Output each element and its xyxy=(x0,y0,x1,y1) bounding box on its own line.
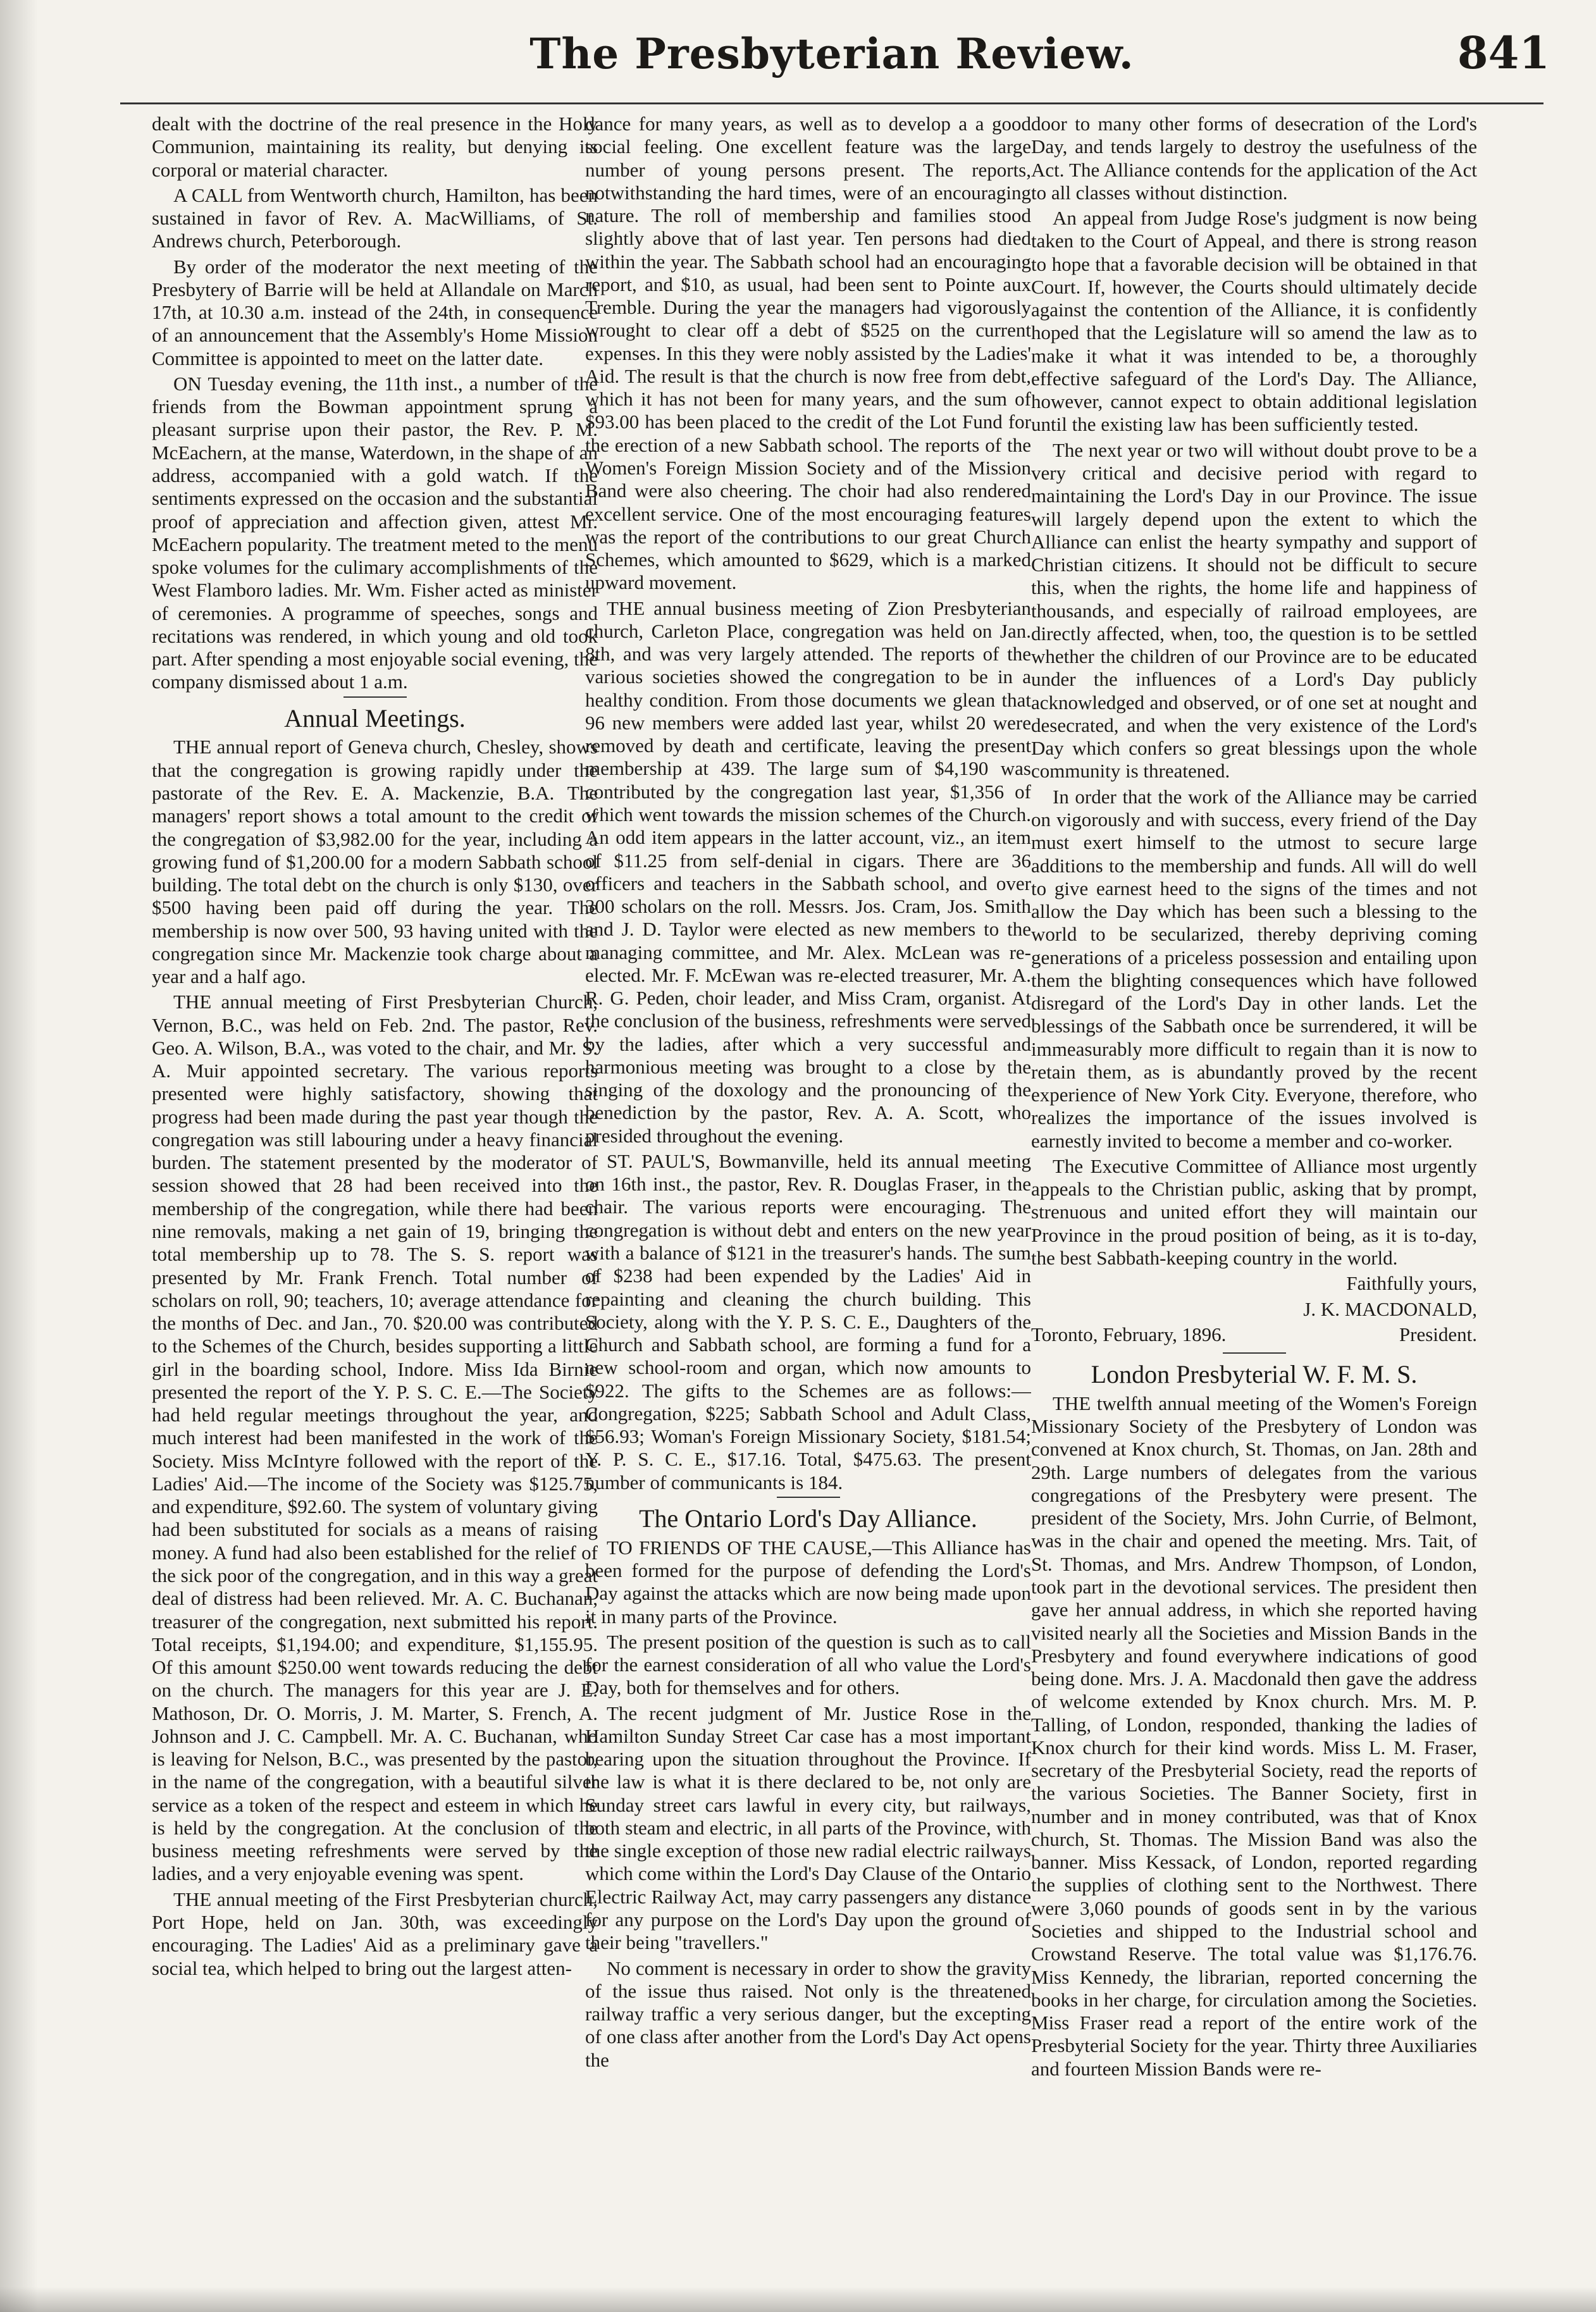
dateline-role: President. xyxy=(1399,1323,1477,1345)
paragraph: THE annual meeting of the First Presbyterian church, Port Hope, held on Jan. 30th, was exceedingly encouraging. The Ladies' Aid as a preliminary gave a social tea, which helped to bring out the largest atten- xyxy=(152,1888,598,1979)
header-rule xyxy=(120,102,1543,104)
paragraph: A CALL from Wentworth church, Hamilton, has been sustained in favor of Rev. A. MacWilliams, of St. Andrews church, Peterborough. xyxy=(152,183,598,252)
paragraph: The Executive Committee of Alliance most urgently appeals to the Christian public, asking that by prompt, strenuous and united effort they will maintain our Province in the proud position of being, as it is to-day, the best Sabbath-keeping country in the world. xyxy=(1031,1154,1477,1270)
page-edge-shadow xyxy=(0,0,38,2312)
column-1 xyxy=(152,113,598,2289)
running-head xyxy=(114,25,1550,95)
paragraph: THE annual meeting of First Presbyterian Church, Vernon, B.C., was held on Feb. 2nd. The pastor, Rev. Geo. A. Wilson, B.A., was voted to the chair, and Mr. S. A. Muir appointed secretary. The various reports presented were highly satisfactory, showing that progress had been made during the past year though the congregation was still labouring under a heavy financial burden. The statement presented by the moderator of session showed that 28 had been received into the membership of the congregation, while there had been nine removals, making a net gain of 19, bringing the total membership up to 78. The S. S. report was presented by Mr. Frank French. Total number of scholars on roll, 90; teachers, 10; average attendance for the months of Dec. and Jan., 70. $20.00 was contributed to the Schemes of the Church, besides supporting a little girl in the boarding school, Indore. Miss Ida Birnie presented the report of the Y. P. S. C. E.—The Society had held regular meetings throughout the year, and much interest had been manifested in the work of the Society. Miss McIntyre followed with the report of the Ladies' Aid.—The income of the Society was $125.75, and expenditure, $92.60. The system of voluntary giving had been substituted for socials as a means of raising money. A fund had also been established for the relief of the sick poor of the congregation, and in this way a great deal of distress had been relieved. Mr. A. C. Buchanan, treasurer of the congregation, next submitted his report. Total receipts, $1,194.00; and expenditure, $1,155.95. Of this amount $250.00 went towards reducing the debt on the church. The managers for this year are J. E. Mathoson, Dr. O. Morris, J. M. Marter, S. French, A. Johnson and J. C. Campbell. Mr. A. C. Buchanan, who is leaving for Nelson, B.C., was presented by the pastor, in the name of the congregation, with a beautiful silver service as a token of the respect and esteem in which he is held by the congregation. At the conclusion of the business meeting refreshments were served by the ladies, and a very enjoyable evening was spent. xyxy=(152,991,598,1885)
paragraph: ST. PAUL'S, Bowmanville, held its annual meeting on 16th inst., the pastor, Rev. R. Douglas Fraser, in the chair. The various reports were encouraging. The congregation is without debt and enters on the new year with a balance of $121 in the treasurer's hands. The sum of $238 had been expended by the Ladies' Aid in repainting and cleaning the church building. This Society, along with the Y. P. S. C. E., Daughters of the Church and Sabbath school, are forming a fund for a new school-room and organ, which now amounts to $922. The gifts to the Schemes are as follows:—Congregation, $225; Sabbath School and Adult Class, $56.93; Woman's Foreign Missionary Society, $181.54; Y. P. S. C. E., $17.16. Total, $475.63. The present number of communicants is 184. xyxy=(585,1149,1031,1493)
paragraph: ON Tuesday evening, the 11th inst., a number of the friends from the Bowman appointment sprung a pleasant surprise upon their pastor, the Rev. P. M. McEachern, at the manse, Waterdown, in the shape of an address, accompanied with a gold watch. If the sentiments expressed on the occasion and the substantial proof of appreciation and affection given, attest Mr. McEachern popularity. The treatment meted to the menu spoke volumes for the culimary accomplishments of the West Flamboro ladies. Mr. Wm. Fisher acted as minister of ceremonies. A programme of speeches, songs and recitations was rendered, in which young and old took part. After spending a most enjoyable social evening, the company dismissed about 1 a.m. xyxy=(152,372,598,693)
column-3 xyxy=(1031,113,1477,2289)
paragraph: The next year or two will without doubt prove to be a very critical and decisive period with regard to maintaining the Lord's Day in our Province. The issue will largely depend upon the extent to which the Alliance can enlist the hearty sympathy and support of Christian citizens. It should not be difficult to secure this, when the rights, the home life and happiness of thousands, and especially of railroad employees, are directly affected, when, too, the question is to be settled whether the children of our Province are to be educated under the influences of a Lord's Day publicly acknowledged and observed, or of one set at nought and desecrated, and when the very existence of the Lord's Day which confers so great blessings upon the whole community is threatened. xyxy=(1031,438,1477,782)
paragraph: TO FRIENDS OF THE CAUSE,—This Alliance has been formed for the purpose of defending the Lord's Day against the attacks which are now being made upon it in many parts of the Province. xyxy=(585,1536,1031,1628)
dateline xyxy=(1031,1323,1477,1346)
signature-name: J. K. MACDONALD, xyxy=(1303,1297,1477,1320)
bottom-edge-shadow xyxy=(0,2287,1596,2312)
page-number: 841 xyxy=(1457,27,1550,79)
paragraph: door to many other forms of desecration of the Lord's Day, and tends largely to destroy the usefulness of the Act. The Alliance contends for the application of the Act to all classes without distinction. xyxy=(1031,113,1477,204)
paragraph: THE annual report of Geneva church, Chesley, shows that the congregation is growing rapidly under the pastorate of the Rev. E. A. Mackenzie, B.A. The managers' report shows a total amount to the credit of the congregation of $3,982.00 for the year, including a growing fund of $1,200.00 for a modern Sabbath school building. The total debt on the church is only $130, over $500 having been paid off during the year. The membership is now over 500, 93 having united with the congregation since Mr. Mackenzie took charge about a year and a half ago. xyxy=(152,736,598,988)
paragraph: THE annual business meeting of Zion Presbyterian church, Carleton Place, congregation was held on Jan. 8th, and was very largely attended. The reports of the various societies showed the congregation to be in a healthy condition. From those documents we glean that 96 new members were added last year, whilst 20 were removed by death and certificate, leaving the present membership at 439. The large sum of $4,190 was contributed by the congregation last year, $1,356 of which went towards the mission schemes of the Church. An odd item appears in the latter account, viz., an item of $11.25 from self-denial in cigars. There are 36 officers and teachers in the Sabbath school, and over 300 scholars on the roll. Messrs. Jos. Cram, Jos. Smith and J. D. Taylor were elected as new members to the managing committee, and Mr. Alex. McLean was re-elected. Mr. F. McEwan was re-elected treasurer, Mr. A. R. G. Peden, choir leader, and Miss Cram, organist. At the conclusion of the business, refreshments were served by the ladies, after which a very successful and harmonious meeting was brought to a close by the singing of the doxology and the pronouncing of the benediction by the pastor, Rev. A. A. Scott, who presided throughout the evening. xyxy=(585,597,1031,1147)
paragraph: THE twelfth annual meeting of the Women's Foreign Missionary Society of the Presbytery of London was convened at Knox church, St. Thomas, on Jan. 28th and 29th. Large numbers of delegates from the various congregations of the Presbytery were present. The president of the Society, Mrs. John Currie, of Belmont, was in the chair and opened the meeting. Mrs. Tait, of St. Thomas, and Mrs. Andrew Thompson, of London, took part in the devotional services. The president then gave her annual address, in which she reported having visited nearly all the Societies and Mission Bands in the Presbytery and found everywhere indications of good being done. Mrs. J. A. Macdonald then gave the address of welcome extended by Knox church. Mrs. M. P. Talling, of London, responded, thanking the ladies of Knox church for their kind words. Miss L. M. Fraser, secretary of the Presbyterial Society, read the reports of the various Societies. The Banner Society, first in number and in money contributed, was that of Knox church, St. Thomas. The Mission Band was also the banner. Miss Kessack, of London, reported regarding the supplies of clothing sent to the Northwest. There were 3,060 pounds of goods sent in by the various Societies and shipped to the Industrial school and Crowstand Reserve. The total value was $1,176.76. Miss Kennedy, the librarian, reported concerning the books in her charge, for circulation among the Societies. Miss Fraser read a report of the entire work of the Presbyterial Society for the year. Thirty three Auxiliaries and fourteen Mission Bands were re- xyxy=(1031,1392,1477,2080)
paragraph: dealt with the doctrine of the real presence in the Holy Communion, maintaining its reality, but denying its corporal or material character. xyxy=(152,113,598,181)
paragraph: An appeal from Judge Rose's judgment is now being taken to the Court of Appeal, and there is strong reason to hope that a favorable decision will be obtained in that Court. If, however, the Courts should ultimately decide against the contention of the Alliance, it is confidently hoped that the Legislature will so amend the law as to make it what it was intended to be, a thoroughly effective safeguard of the Lord's Day. The Alliance, however, cannot expect to obtain additional legislation until the existing law has been sufficiently tested. xyxy=(1031,207,1477,436)
paragraph: dance for many years, as well as to develop a a good social feeling. One excellent feature was the large number of young persons present. The reports, notwithstanding the hard times, were of an encouraging nature. The roll of membership and families stood slightly above that of last year. Ten persons had died within the year. The Sabbath school had an encouraging report, and $10, as usual, had been sent to Pointe aux Tremble. During the year the managers had vigorously wrought to clear off a debt of $525 on the current expenses. In this they were nobly assisted by the Ladies' Aid. The result is that the church is now free from debt, which it has not been for many years, and the sum of $93.00 has been placed to the credit of the Lot Fund for the erection of a new Sabbath school. The reports of the Women's Foreign Mission Society and of the Mission Band were also cheering. The choir had also rendered excellent service. One of the most encouraging features was the report of the contributions to our great Church Schemes, which amounted to $629, which is a marked upward movement. xyxy=(585,113,1031,594)
dateline-date: Toronto, February, 1896. xyxy=(1031,1323,1227,1345)
paragraph: No comment is necessary in order to show the gravity of the issue thus raised. Not only is the threatened railway traffic a very serious danger, but the excepting of one class after another from the Lord's Day Act opens the xyxy=(585,1957,1031,2071)
section-heading-lords-day-alliance: The Ontario Lord's Day Alliance. xyxy=(585,1497,1031,1534)
column-2 xyxy=(585,113,1031,2289)
paragraph: By order of the moderator the next meeting of the Presbytery of Barrie will be held at Allandale on March 17th, at 10.30 a.m. instead of the 24th, in consequence of an announcement that the Assembly's Home Mission Committee is appointed to meet on the latter date. xyxy=(152,255,598,369)
section-heading-annual-meetings: Annual Meetings. xyxy=(152,696,598,734)
paragraph: The recent judgment of Mr. Justice Rose in the Hamilton Sunday Street Car case has a most important bearing upon the situation throughout the Province. If the law is what it is there declared to be, not only are Sunday street cars lawful in every city, but railways, both steam and electric, in all parts of the Province, with the single exception of those new radial electric railways which come within the Lord's Day Clause of the Ontario Electric Railway Act, may carry passengers any distance for any purpose on the Lord's Day upon the ground of their being "travellers." xyxy=(585,1702,1031,1954)
journal-title: The Presbyterian Review. xyxy=(529,29,1134,78)
section-heading-wfms: London Presbyterial W. F. M. S. xyxy=(1031,1352,1477,1390)
paragraph: The present position of the question is such as to call for the earnest consideration of all who value the Lord's Day, both for themselves and for others. xyxy=(585,1630,1031,1699)
signature-closing: Faithfully yours, xyxy=(1346,1272,1477,1295)
paragraph: In order that the work of the Alliance may be carried on vigorously and with success, every friend of the Day must exert himself to the utmost to secure large additions to the membership and funds. All will do well to give earnest heed to the signs of the times and not allow the Day which has been such a blessing to the world to be secularized, thereby depriving coming generations of a priceless possession and entailing upon them the blighting consequences which have followed disregard of the Lord's Day in other lands. Let the blessings of the Sabbath once be surrendered, it will be immeasurably more difficult to regain than it is now to retain them, as is abundantly proved by the recent experience of New York City. Everyone, therefore, who realizes the importance of the issues involved is earnestly invited to become a member and co-worker. xyxy=(1031,785,1477,1152)
